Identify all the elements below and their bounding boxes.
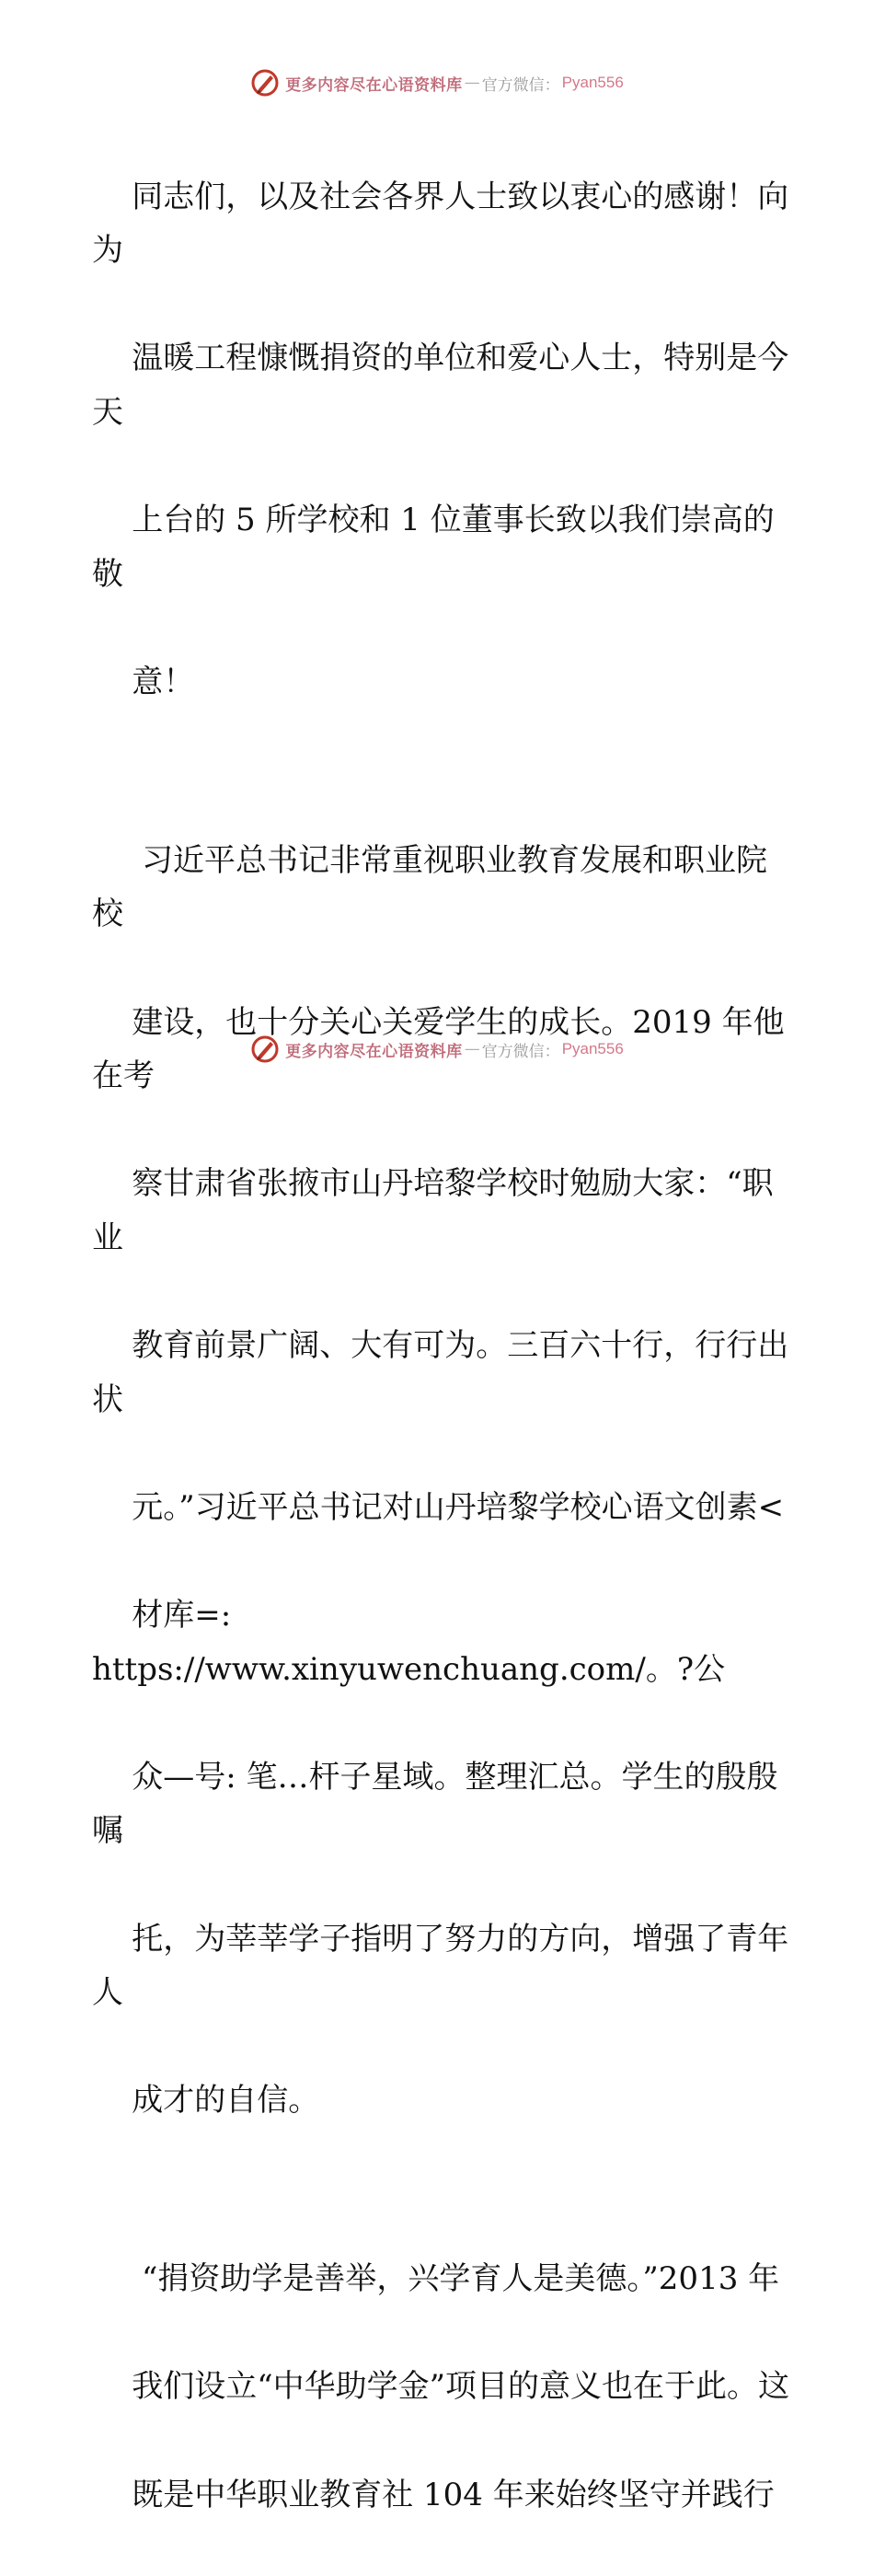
- wechat-id: Pyan556: [561, 1040, 624, 1057]
- text-line: 意！: [132, 663, 195, 700]
- text-line: 教育前景广阔、大有可为。三百六十行，行行出状: [92, 1327, 789, 1418]
- text-line: 成才的自信。: [132, 2082, 320, 2120]
- official-wechat-label: 官方微信：: [481, 1042, 560, 1061]
- text-line: 元。”习近平总书记对山丹培黎学校心语文创素<: [132, 1488, 785, 1526]
- text-line: “捐资助学是善举，兴学育人是美德。”2013 年: [132, 2260, 780, 2298]
- banner-separator: —: [464, 74, 480, 92]
- text-line: 温暖工程慷慨捐资的单位和爱心人士，特别是今天: [92, 340, 789, 431]
- text-line: 既是中华职业教育社 104 年来始终坚守并践行: [132, 2476, 775, 2513]
- header-banner: [0, 64, 874, 101]
- text-line: 众—号: 笔…杆子星域。整理汇总。学生的殷殷嘱: [92, 1758, 778, 1850]
- text-line: 材库=: https://www.xinyuwenchuang.com/。?公: [92, 1597, 726, 1688]
- official-wechat-label: 官方微信：: [481, 75, 560, 95]
- promo-text: 更多内容尽在心语资料库: [285, 1042, 463, 1061]
- text-line: 上台的 5 所学校和 1 位董事长致以我们崇高的敬: [92, 502, 775, 593]
- text-line: 我们设立“中华助学金”项目的意义也在于此。这: [132, 2368, 789, 2406]
- paragraph: [92, 780, 791, 2181]
- footer-banner: [0, 1031, 874, 1068]
- pen-logo-icon: [250, 1034, 280, 1064]
- text-line: 习近平总书记非常重视职业教育发展和职业院校: [92, 841, 768, 933]
- text-line: 察甘肃省张掖市山丹培黎学校时勉励大家：“职业: [92, 1165, 774, 1256]
- paragraph: [92, 116, 791, 763]
- promo-text: 更多内容尽在心语资料库: [285, 75, 463, 95]
- paragraph: [92, 2199, 791, 2576]
- text-line: 同志们，以及社会各界人士致以衷心的感谢！向为: [92, 178, 789, 270]
- text-line: 建设，也十分关心关爱学生的成长。2019 年他在考: [92, 1003, 785, 1095]
- text-line: 托，为莘莘学子指明了努力的方向，增强了青年人: [92, 1920, 789, 2012]
- document-body: [92, 116, 791, 2576]
- wechat-id: Pyan556: [561, 74, 624, 91]
- banner-separator: —: [464, 1040, 480, 1058]
- pen-logo-icon: [250, 68, 280, 98]
